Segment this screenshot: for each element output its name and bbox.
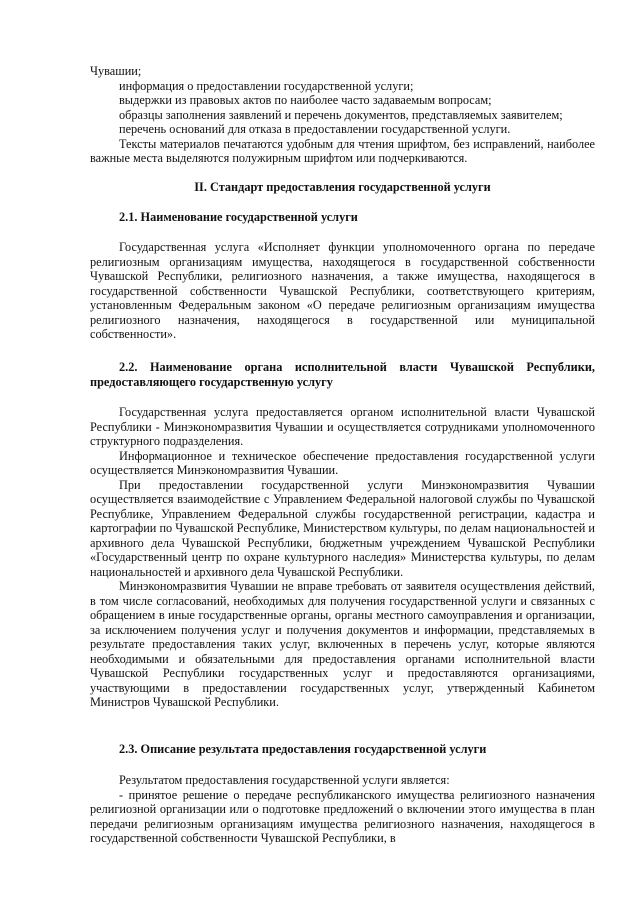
- paragraph: Минэкономразвития Чувашии не вправе требовать от заявителя осуществления действий, в том числе согласований, необходимых для получения государственной услуги и связанных с обращением в иные государственные органы, органы местного самоуправления и организации, за исключением получения услуг и получения документов и информации, представляемых в результате предоставления таких услуг, включенных в перечень услуг, которые являются необходимыми и обязательными для предоставления органами исполнительной власти Чувашской Республики государственных услуг и предоставляются организациями, участвующими в предоставлении государственных услуг, утвержденный Кабинетом Министров Чувашской Республики.: [90, 579, 595, 709]
- paragraph: - принятое решение о передаче республиканского имущества религиозного назначения религиозной организации или о подготовке предложений о включении этого имущества в план передачи религиозным организациям имущества религиозного назначения, находящегося в государственной собственности Чувашской Республики, в: [90, 787, 595, 845]
- subsection-title-2-2: 2.2. Наименование органа исполнительной власти Чувашской Республики, предоставляющего государственную услугу: [90, 360, 595, 389]
- paragraph: Государственная услуга предоставляется органом исполнительной власти Чувашской Республики - Минэкономразвития Чувашии и осуществляется сотрудниками уполномоченного структурного подразделения.: [90, 405, 595, 448]
- paragraph: Государственная услуга «Исполняет функции уполномоченного органа по передаче религиозным организациям имущества, находящегося в государственной собственности Чувашской Республики, религиозного назначения, а также имущества, находящегося в государственной собственности Чувашской Республики, соответствующего критериям, установленным Федеральным законом «О передаче религиозным организациям имущества религиозного назначения, находящегося в государственной или муниципальной собственности».: [90, 240, 595, 341]
- subsection-2-2-body: [90, 405, 595, 710]
- paragraph: Тексты материалов печатаются удобным для чтения шрифтом, без исправлений, наиболее важные места выделяются полужирным шрифтом или подчеркиваются.: [90, 136, 595, 165]
- subsection-title-2-1: 2.1. Наименование государственной услуги: [119, 210, 358, 224]
- paragraph: При предоставлении государственной услуги Минэкономразвития Чувашии осуществляется взаимодействие с Управлением Федеральной налоговой службы по Чувашской Республике, Управлением Федеральной службы государственной регистрации, кадастра и картографии по Чувашской Республике, Министерством культуры, по делам национальностей и архивного дела Чувашской Республики, бюджетным учреждением Чувашской Республики «Государственный центр по охране культурного наследия» Министерства культуры, по делам национальностей и архивного дела Чувашской Республики.: [90, 477, 595, 579]
- list-item: образцы заполнения заявлений и перечень документов, представляемых заявителем;: [119, 107, 563, 122]
- subsection-title-2-3: 2.3. Описание результата предоставления государственной услуги: [119, 742, 487, 756]
- subsection-2-1-body: [90, 240, 595, 342]
- paragraph: Результатом предоставления государственной услуги является:: [119, 773, 450, 787]
- subsection-2-3-body: [90, 773, 595, 846]
- list-item: перечень оснований для отказа в предоставлении государственной услуги.: [119, 122, 511, 136]
- list-item: информация о предоставлении государственной услуги;: [119, 78, 414, 93]
- list-item-continuation: Чувашии;: [90, 64, 142, 78]
- section-title: II. Стандарт предоставления государственной услуги: [194, 180, 491, 194]
- information-materials-list: [90, 64, 595, 166]
- paragraph: Информационное и техническое обеспечение предоставления государственной услуги осуществляется Минэкономразвития Чувашии.: [90, 448, 595, 477]
- list-item: выдержки из правовых актов по наиболее часто задаваемым вопросам;: [119, 93, 492, 107]
